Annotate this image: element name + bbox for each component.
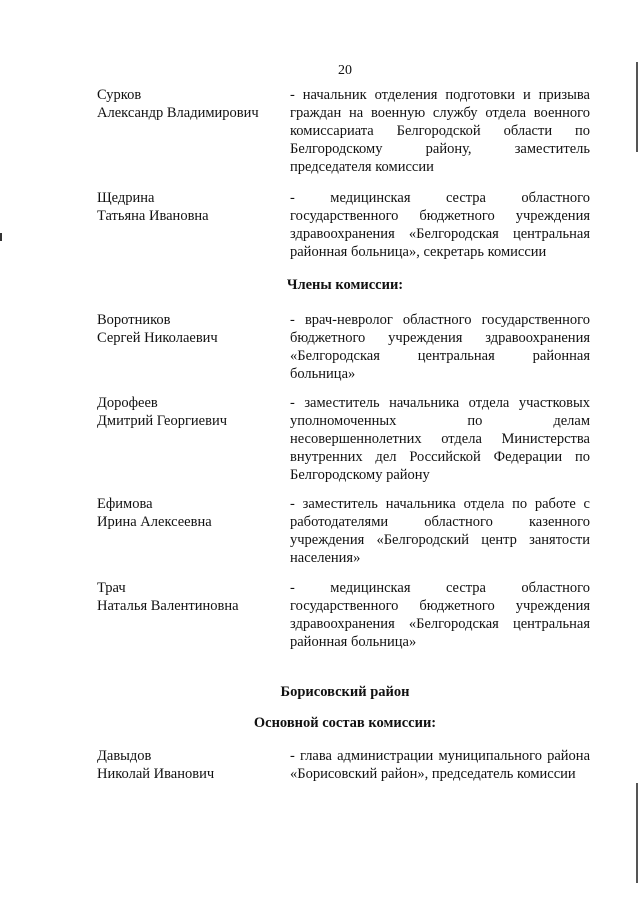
members-heading: Члены комиссии: xyxy=(286,277,404,293)
person-role: - медицинская сестра областного государственного бюджетного учреждения здравоохранения «Белгородская центральная районная больница» xyxy=(290,580,590,650)
person-given-name: Татьяна Ивановна xyxy=(97,208,209,224)
person-role: - медицинская сестра областного государственного бюджетного учреждения здравоохранения «Белгородская центральная районная больница», секретарь комиссии xyxy=(290,190,590,260)
person-surname: Ефимова xyxy=(97,496,153,512)
person-role: - заместитель начальника отдела участковых уполномоченных по делам несовершеннолетних отдела Министерства внутренних дел Российской Федерации по Белгородскому району xyxy=(290,395,590,483)
person-surname: Трач xyxy=(97,580,126,596)
person-name xyxy=(97,394,287,430)
person-name xyxy=(97,579,287,615)
person-name xyxy=(97,747,287,783)
person-role: - врач-невролог областного государственного бюджетного учреждения здравоохранения «Белгородская центральная районная больница» xyxy=(290,312,590,382)
person-name xyxy=(97,311,287,347)
person-surname: Воротников xyxy=(97,312,171,328)
scan-edge-mark xyxy=(0,233,2,241)
person-given-name: Александр Владимирович xyxy=(97,105,259,121)
person-role: - заместитель начальника отдела по работе с работодателями областного казенного учреждения «Белгородский центр занятости населения» xyxy=(290,496,590,566)
person-role: - глава администрации муниципального района «Борисовский район», председатель комиссии xyxy=(290,748,590,782)
person-given-name: Дмитрий Георгиевич xyxy=(97,413,227,429)
scan-edge-mark xyxy=(636,62,638,152)
district-heading: Борисовский район xyxy=(280,684,410,700)
person-surname: Давыдов xyxy=(97,748,152,764)
person-given-name: Сергей Николаевич xyxy=(97,330,218,346)
person-surname: Дорофеев xyxy=(97,395,158,411)
main-composition-heading: Основной состав комиссии: xyxy=(253,715,437,731)
person-given-name: Николай Иванович xyxy=(97,766,215,782)
person-given-name: Ирина Алексеевна xyxy=(97,514,212,530)
person-given-name: Наталья Валентиновна xyxy=(97,598,239,614)
person-role: - начальник отделения подготовки и призыва граждан на военную службу отдела военного комиссариата Белгородской области по Белгородскому району, заместитель председателя комиссии xyxy=(290,87,590,175)
scan-edge-mark xyxy=(636,783,638,883)
person-name xyxy=(97,86,287,122)
person-surname: Сурков xyxy=(97,87,142,103)
person-name xyxy=(97,495,287,531)
page-number: 20 xyxy=(338,63,352,78)
person-name xyxy=(97,189,287,225)
person-surname: Щедрина xyxy=(97,190,155,206)
